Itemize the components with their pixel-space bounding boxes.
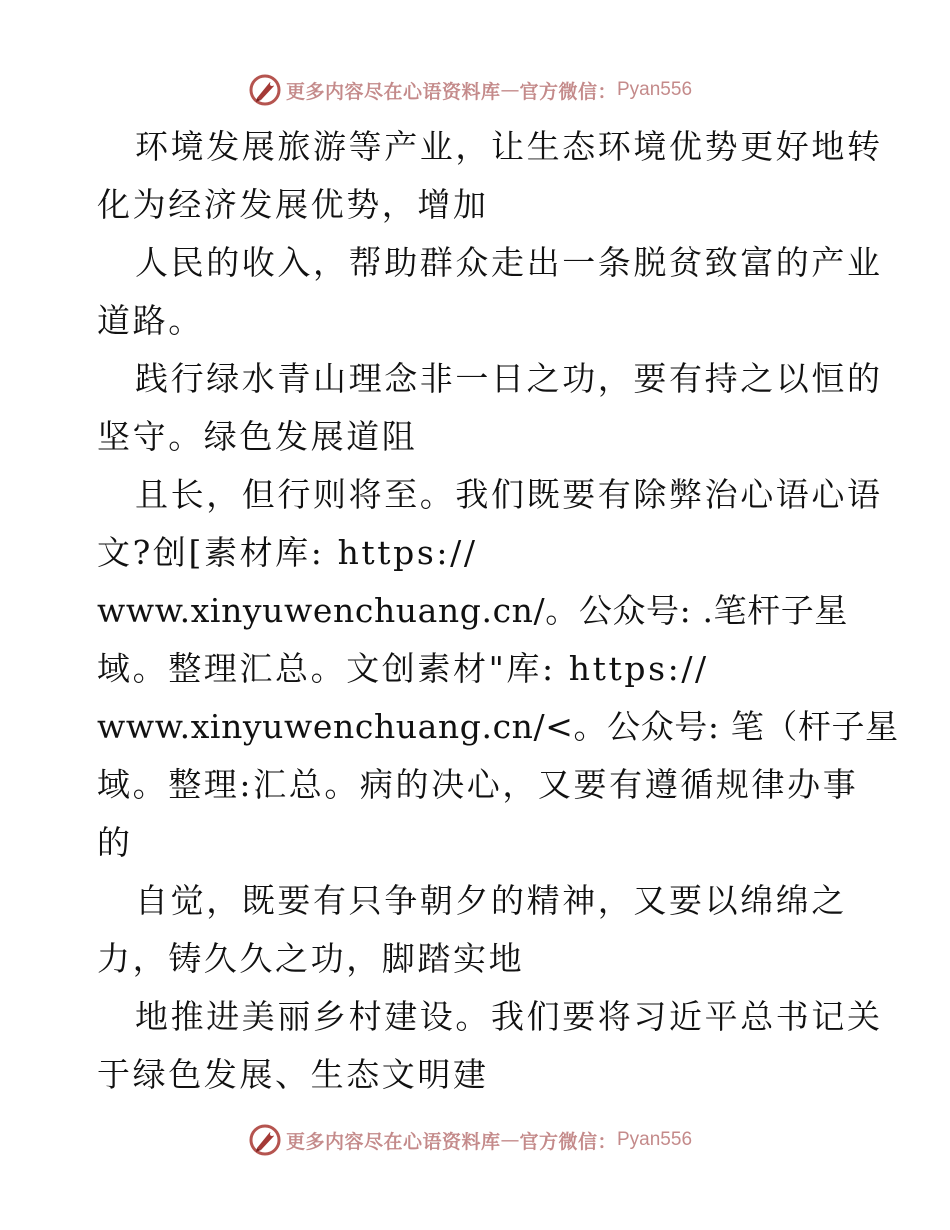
body-line: 自觉，既要有只争朝夕的精神，又要以绵绵之 [135,881,847,920]
header-wechat-id: Pyan556 [617,79,693,100]
pen-logo-icon [248,1123,282,1157]
footer-promo-text: 更多内容尽在心语资料库 [285,1130,501,1153]
body-line: 力，铸久久之功，脚踏实地 [97,939,525,978]
header-wechat-label: 官方微信： [519,80,617,103]
body-line: 人民的收入，帮助群众走出一条脱贫致富的产业 [135,243,883,282]
body-line: 道路。 [97,301,204,340]
footer-wechat-id: Pyan556 [617,1129,693,1150]
body-line: 地推进美丽乡村建设。我们要将习近平总书记关 [135,997,883,1036]
body-line: 坚守。绿色发展道阻 [97,417,418,456]
body-line: 域。整理汇总。文创素材"库: https:// [97,649,709,688]
header-promo-text: 更多内容尽在心语资料库 [285,80,501,103]
header-banner-inner [248,73,692,107]
footer-wechat-label: 官方微信： [519,1130,617,1153]
footer-banner [0,1120,950,1160]
pen-logo-icon [248,73,282,107]
document-body [97,118,899,1104]
header-banner [0,70,950,110]
body-line: 文?创[素材库: https:// [97,533,478,572]
body-line: 化为经济发展优势，增加 [97,185,489,224]
body-line: 于绿色发展、生态文明建 [97,1055,489,1094]
body-line: www.xinyuwenchuang.cn/。公众号: .笔杆子星 [97,591,848,630]
footer-separator: — [500,1129,520,1151]
body-line: 践行绿水青山理念非一日之功，要有持之以恒的 [135,359,883,398]
body-line: 域。整理:汇总。病的决心，又要有遵循规律办事 [97,765,859,804]
body-line: 且长，但行则将至。我们既要有除弊治心语心语 [135,475,883,514]
body-line: 环境发展旅游等产业，让生态环境优势更好地转 [135,127,883,166]
body-line: www.xinyuwenchuang.cn/<。公众号: 笔（杆子星 [97,707,899,746]
body-line: 的 [97,823,133,862]
header-separator: — [500,79,520,101]
footer-banner-inner [248,1123,692,1157]
